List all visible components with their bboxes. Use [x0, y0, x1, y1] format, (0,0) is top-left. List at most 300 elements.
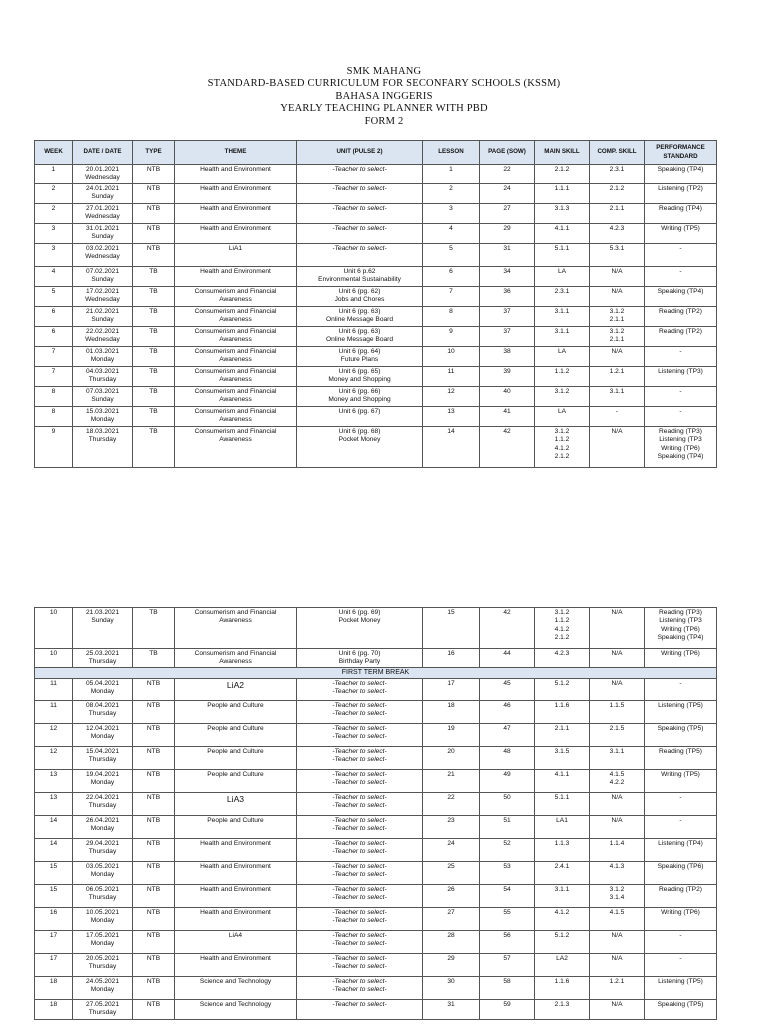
- cell-lesson: [423, 701, 480, 724]
- cell-main-skill: [535, 347, 590, 367]
- cell-date: [73, 885, 133, 908]
- cell-page: [480, 204, 535, 224]
- cell-theme: [175, 885, 297, 908]
- cell-line: 8: [51, 388, 56, 395]
- cell-unit: [297, 347, 423, 367]
- cell-line: -Teacher to select-: [332, 1001, 387, 1008]
- cell-line: Pocket Money: [338, 436, 381, 444]
- cell-theme: [175, 407, 297, 427]
- cell-line: Awareness: [219, 416, 252, 424]
- cell-line: -Teacher to select-: [332, 909, 387, 916]
- cell-line: 16: [447, 650, 455, 657]
- cell-line: 4: [449, 225, 453, 232]
- cell-page: [480, 287, 535, 307]
- cell-line: NTB: [146, 225, 161, 232]
- cell-line: 4: [51, 268, 56, 275]
- cell-line: 3.1.2: [554, 428, 570, 435]
- table-row: [35, 347, 717, 367]
- cell-line: 54: [503, 886, 511, 893]
- cell-line: 26.04.2021: [85, 817, 119, 824]
- cell-line: Unit 6 (pg. 68): [338, 428, 381, 435]
- cell-line: Monday: [90, 356, 115, 364]
- cell-line: 18: [447, 702, 455, 709]
- cell-line: 4.2.3: [609, 225, 625, 232]
- cell-date: [73, 908, 133, 931]
- cell-line: Writing (TP5): [661, 225, 700, 232]
- cell-line: 12.04.2021: [85, 725, 119, 732]
- cell-line: -: [679, 955, 682, 962]
- cell-line: Unit 6 (pg. 66): [338, 388, 381, 395]
- cell-line: 4.1.2: [554, 444, 570, 452]
- cell-line: -Teacher to select-: [332, 917, 387, 925]
- cell-comp-skill: [590, 701, 645, 724]
- cell-line: 1: [51, 166, 56, 173]
- cell-page: [480, 954, 535, 977]
- cell-line: Health and Environment: [200, 955, 271, 962]
- cell-line: 21.02.2021: [85, 308, 119, 315]
- cell-week: [35, 793, 73, 816]
- cell-line: NTB: [146, 955, 161, 962]
- cell-theme: [175, 307, 297, 327]
- cell-page: [480, 347, 535, 367]
- cell-line: Consumerism and Financial: [194, 328, 277, 335]
- cell-line: Awareness: [219, 396, 252, 404]
- cell-line: Thursday: [88, 848, 117, 856]
- cell-date: [73, 977, 133, 1000]
- cell-line: 10: [447, 348, 455, 355]
- cell-line: LA1: [556, 817, 568, 824]
- cell-line: Speaking (TP4): [657, 288, 704, 295]
- cell-performance: [645, 931, 717, 954]
- cell-line: -Teacher to select-: [332, 940, 387, 948]
- cell-line: TB: [149, 288, 158, 295]
- cell-lesson: [423, 931, 480, 954]
- cell-line: Awareness: [219, 316, 252, 324]
- cell-lesson: [423, 816, 480, 839]
- cell-type: [133, 307, 175, 327]
- cell-week: [35, 407, 73, 427]
- cell-line: Health and Environment: [200, 909, 271, 916]
- cell-line: Awareness: [219, 436, 252, 444]
- cell-line: Consumerism and Financial: [194, 650, 277, 657]
- cell-line: LiA1: [228, 245, 243, 252]
- cell-comp-skill: [590, 287, 645, 307]
- cell-line: 36: [503, 288, 511, 295]
- cell-lesson: [423, 1000, 480, 1020]
- cell-comp-skill: [590, 367, 645, 387]
- cell-line: N/A: [611, 428, 623, 435]
- cell-line: 2.1.2: [609, 185, 625, 192]
- cell-line: Thursday: [88, 710, 117, 718]
- cell-line: -Teacher to select-: [332, 771, 387, 778]
- cell-type: [133, 244, 175, 267]
- cell-line: N/A: [611, 680, 623, 687]
- cell-line: People and Culture: [207, 817, 264, 824]
- cell-main-skill: [535, 184, 590, 204]
- cell-line: 58: [503, 978, 511, 985]
- cell-line: Thursday: [88, 894, 117, 902]
- table-row: [35, 244, 717, 267]
- cell-theme: [175, 839, 297, 862]
- cell-line: 11: [50, 680, 57, 687]
- cell-line: 1.2.1: [609, 978, 625, 985]
- cell-line: 17: [447, 680, 455, 687]
- cell-line: 1.1.2: [554, 368, 570, 375]
- cell-line: 18: [49, 1001, 58, 1008]
- table-row: [35, 747, 717, 770]
- cell-line: -Teacher to select-: [332, 894, 387, 902]
- cell-theme: [175, 327, 297, 347]
- cell-line: -: [615, 408, 619, 415]
- cell-line: 2.1.1: [609, 336, 625, 344]
- cell-unit: [297, 204, 423, 224]
- cell-lesson: [423, 184, 480, 204]
- cell-page: [480, 793, 535, 816]
- cell-line: Sunday: [91, 276, 114, 284]
- cell-unit: [297, 649, 423, 668]
- cell-main-skill: [535, 407, 590, 427]
- cell-week: [35, 839, 73, 862]
- cell-line: Reading (TP3): [659, 609, 702, 616]
- cell-line: Health and Environment: [200, 185, 271, 192]
- document-heading: [0, 66, 768, 128]
- cell-line: -Teacher to select-: [332, 185, 387, 192]
- cell-unit: [297, 701, 423, 724]
- cell-line: 26: [447, 886, 455, 893]
- cell-main-skill: [535, 165, 590, 184]
- cell-line: -Teacher to select-: [332, 748, 387, 755]
- cell-date: [73, 204, 133, 224]
- cell-theme: [175, 347, 297, 367]
- cell-comp-skill: [590, 1000, 645, 1020]
- cell-line: 10: [49, 650, 58, 657]
- cell-line: Monday: [90, 688, 115, 696]
- cell-main-skill: [535, 931, 590, 954]
- cell-line: 17.05.2021: [85, 932, 119, 939]
- cell-main-skill: [535, 204, 590, 224]
- cell-week: [35, 931, 73, 954]
- cell-main-skill: [535, 977, 590, 1000]
- cell-line: 10.05.2021: [85, 909, 119, 916]
- cell-page: [480, 931, 535, 954]
- cell-line: Sunday: [91, 193, 114, 201]
- cell-unit: [297, 770, 423, 793]
- cell-unit: [297, 1000, 423, 1020]
- cell-line: 9: [51, 428, 56, 435]
- table-row: [35, 862, 717, 885]
- cell-unit: [297, 839, 423, 862]
- cell-theme: [175, 954, 297, 977]
- cell-main-skill: [535, 367, 590, 387]
- cell-page: [480, 649, 535, 668]
- cell-line: Monday: [90, 779, 115, 787]
- cell-line: 28: [447, 932, 455, 939]
- cell-line: TB: [149, 328, 158, 335]
- cell-line: 2: [51, 205, 56, 212]
- cell-performance: [645, 862, 717, 885]
- cell-unit: [297, 427, 423, 468]
- cell-main-skill: [535, 747, 590, 770]
- cell-line: 2.1.2: [554, 166, 570, 173]
- cell-line: Wednesday: [85, 213, 120, 221]
- cell-line: TB: [149, 609, 158, 616]
- cell-line: -: [679, 932, 682, 939]
- cell-line: -Teacher to select-: [332, 688, 387, 696]
- cell-line: 3.1.1: [554, 328, 570, 335]
- cell-line: 23: [447, 817, 455, 824]
- cell-line: Health and Environment: [200, 863, 271, 870]
- cell-type: [133, 649, 175, 668]
- cell-line: 3.1.2: [609, 328, 625, 335]
- cell-line: 25.03.2021: [85, 650, 119, 657]
- cell-line: -: [679, 408, 682, 415]
- cell-line: LA: [557, 408, 567, 415]
- cell-line: Monday: [90, 825, 115, 833]
- cell-line: Thursday: [88, 436, 117, 444]
- cell-line: Unit 6 (pg. 62): [338, 288, 381, 295]
- cell-theme: [175, 387, 297, 407]
- cell-line: NTB: [146, 245, 161, 252]
- cell-line: 48: [503, 748, 511, 755]
- cell-comp-skill: [590, 184, 645, 204]
- cell-type: [133, 287, 175, 307]
- cell-line: Speaking (TP5): [657, 1001, 704, 1008]
- cell-comp-skill: [590, 387, 645, 407]
- cell-lesson: [423, 347, 480, 367]
- cell-line: 1.1.5: [609, 702, 625, 709]
- cell-line: 42: [503, 428, 511, 435]
- cell-type: [133, 367, 175, 387]
- cell-main-skill: [535, 244, 590, 267]
- cell-unit: [297, 908, 423, 931]
- table-row: [35, 165, 717, 184]
- cell-type: [133, 204, 175, 224]
- cell-line: Writing (TP6): [661, 650, 700, 657]
- cell-line: 39: [503, 368, 511, 375]
- cell-line: TB: [149, 650, 158, 657]
- cell-page: [480, 839, 535, 862]
- cell-type: [133, 1000, 175, 1020]
- cell-line: Wednesday: [85, 296, 120, 304]
- cell-line: 4.1.1: [554, 771, 570, 778]
- cell-line: 37: [503, 308, 511, 315]
- cell-line: 5: [51, 288, 56, 295]
- cell-line: 15: [49, 886, 58, 893]
- cell-line: N/A: [611, 348, 623, 355]
- cell-line: N/A: [611, 932, 623, 939]
- cell-theme: [175, 747, 297, 770]
- cell-line: 52: [503, 840, 511, 847]
- cell-line: TB: [149, 308, 158, 315]
- cell-line: 24.01.2021: [85, 185, 119, 192]
- cell-line: 2.3.1: [554, 288, 570, 295]
- cell-comp-skill: [590, 679, 645, 701]
- cell-date: [73, 701, 133, 724]
- cell-line: 22.02.2021: [85, 328, 119, 335]
- table-row: [35, 367, 717, 387]
- cell-date: [73, 770, 133, 793]
- cell-unit: [297, 224, 423, 244]
- cell-performance: [645, 204, 717, 224]
- cell-week: [35, 770, 73, 793]
- cell-line: 4.1.1: [554, 225, 570, 232]
- cell-main-skill: [535, 649, 590, 668]
- cell-comp-skill: [590, 885, 645, 908]
- cell-line: -Teacher to select-: [332, 840, 387, 847]
- cell-main-skill: [535, 839, 590, 862]
- cell-main-skill: [535, 724, 590, 747]
- cell-line: 13: [49, 794, 58, 801]
- cell-line: TB: [149, 388, 158, 395]
- cell-line: Thursday: [88, 658, 117, 666]
- cell-line: 50: [503, 794, 511, 801]
- cell-unit: [297, 793, 423, 816]
- cell-lesson: [423, 307, 480, 327]
- cell-line: Unit 6 (pg. 67): [338, 408, 381, 415]
- cell-line: 2.4.1: [554, 863, 570, 870]
- cell-type: [133, 347, 175, 367]
- cell-unit: [297, 679, 423, 701]
- cell-date: [73, 287, 133, 307]
- cell-line: TB: [149, 408, 158, 415]
- cell-line: 20.05.2021: [85, 955, 119, 962]
- cell-line: 1.1.2: [554, 436, 570, 444]
- cell-line: Awareness: [219, 356, 252, 364]
- form-title: FORM 2: [364, 115, 404, 127]
- cell-line: 1.1.6: [554, 702, 570, 709]
- cell-lesson: [423, 165, 480, 184]
- cell-line: Sunday: [91, 233, 114, 241]
- cell-line: People and Culture: [207, 748, 264, 755]
- cell-line: LiA4: [228, 932, 243, 939]
- cell-line: 20.01.2021: [85, 166, 119, 173]
- cell-week: [35, 165, 73, 184]
- cell-unit: [297, 327, 423, 347]
- cell-line: 3.1.2: [554, 609, 570, 616]
- cell-page: [480, 816, 535, 839]
- cell-line: LiA3: [226, 794, 245, 804]
- cell-lesson: [423, 327, 480, 347]
- cell-lesson: [423, 407, 480, 427]
- col-performance-header: PERFORMANCE STANDARD: [645, 141, 717, 165]
- cell-line: 13: [49, 771, 58, 778]
- cell-line: Consumerism and Financial: [194, 408, 277, 415]
- table-row: [35, 724, 717, 747]
- table-row: [35, 608, 717, 649]
- cell-date: [73, 367, 133, 387]
- cell-lesson: [423, 224, 480, 244]
- cell-line: 1.1.6: [554, 978, 570, 985]
- cell-line: 5.1.2: [554, 932, 570, 939]
- cell-week: [35, 327, 73, 347]
- cell-line: 2: [51, 185, 56, 192]
- cell-week: [35, 862, 73, 885]
- cell-line: LA2: [556, 955, 568, 962]
- cell-line: 4.1.2: [554, 625, 570, 633]
- cell-comp-skill: [590, 165, 645, 184]
- cell-line: Reading (TP2): [659, 328, 702, 335]
- table-row: [35, 204, 717, 224]
- cell-line: -Teacher to select-: [332, 205, 387, 212]
- table-row: [35, 816, 717, 839]
- cell-week: [35, 701, 73, 724]
- col-week-header: WEEK: [35, 141, 73, 165]
- cell-line: -Teacher to select-: [332, 680, 387, 687]
- cell-line: 55: [503, 909, 511, 916]
- cell-lesson: [423, 770, 480, 793]
- table-row: [35, 184, 717, 204]
- cell-line: -Teacher to select-: [332, 871, 387, 879]
- cell-page: [480, 327, 535, 347]
- table-row: [35, 327, 717, 347]
- cell-main-skill: [535, 793, 590, 816]
- cell-type: [133, 931, 175, 954]
- cell-line: NTB: [146, 702, 161, 709]
- cell-comp-skill: [590, 724, 645, 747]
- cell-line: Reading (TP5): [659, 748, 702, 755]
- cell-line: Awareness: [219, 658, 252, 666]
- cell-performance: [645, 679, 717, 701]
- cell-type: [133, 747, 175, 770]
- cell-line: 17: [49, 955, 58, 962]
- cell-line: 6: [51, 308, 56, 315]
- cell-line: 24: [503, 185, 511, 192]
- cell-date: [73, 307, 133, 327]
- table-row: [35, 679, 717, 701]
- cell-line: 15.04.2021: [85, 748, 119, 755]
- cell-week: [35, 954, 73, 977]
- cell-line: NTB: [146, 205, 161, 212]
- cell-line: 10: [49, 609, 58, 616]
- cell-week: [35, 287, 73, 307]
- cell-page: [480, 747, 535, 770]
- cell-comp-skill: [590, 267, 645, 287]
- table-row: [35, 407, 717, 427]
- cell-performance: [645, 387, 717, 407]
- cell-theme: [175, 244, 297, 267]
- cell-performance: [645, 793, 717, 816]
- cell-performance: [645, 954, 717, 977]
- cell-line: -: [679, 268, 682, 275]
- cell-date: [73, 244, 133, 267]
- cell-line: Science and Technology: [199, 978, 272, 985]
- col-page-header: PAGE (SOW): [480, 141, 535, 165]
- cell-unit: [297, 165, 423, 184]
- cell-type: [133, 224, 175, 244]
- cell-performance: [645, 977, 717, 1000]
- cell-line: Monday: [90, 871, 115, 879]
- curriculum-title: STANDARD-BASED CURRICULUM FOR SECONFARY SCHOOLS (KSSM): [207, 78, 561, 90]
- cell-line: 6: [51, 328, 56, 335]
- cell-date: [73, 931, 133, 954]
- cell-line: Monday: [90, 940, 115, 948]
- cell-line: -Teacher to select-: [332, 702, 387, 709]
- cell-comp-skill: [590, 649, 645, 668]
- cell-line: 22: [503, 166, 511, 173]
- cell-type: [133, 977, 175, 1000]
- cell-line: Future Plans: [340, 356, 379, 364]
- col-theme-header: THEME: [175, 141, 297, 165]
- cell-line: 47: [503, 725, 511, 732]
- cell-theme: [175, 977, 297, 1000]
- cell-line: 4.2.2: [609, 779, 625, 787]
- cell-line: Unit 6 (pg. 63): [338, 328, 381, 335]
- table-row: [35, 770, 717, 793]
- cell-main-skill: [535, 679, 590, 701]
- cell-comp-skill: [590, 427, 645, 468]
- cell-line: N/A: [611, 817, 623, 824]
- cell-performance: [645, 165, 717, 184]
